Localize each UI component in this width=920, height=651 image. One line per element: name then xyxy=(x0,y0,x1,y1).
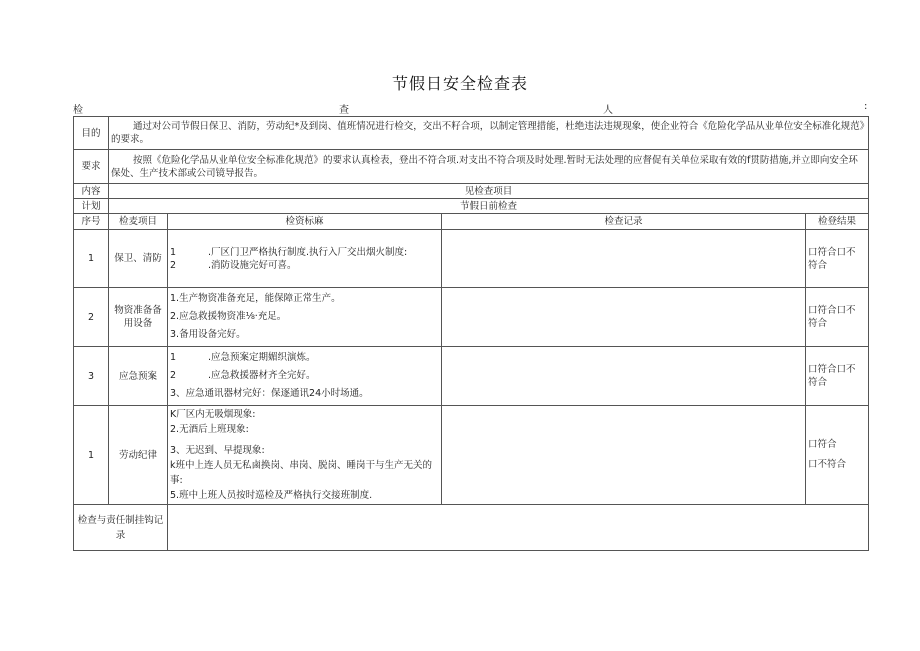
content-label: 内容 xyxy=(74,184,109,199)
row-standard xyxy=(168,406,442,505)
table-row xyxy=(74,230,869,288)
row-record xyxy=(442,288,806,347)
header-standard: 检资标麻 xyxy=(168,214,442,230)
plan-label: 计划 xyxy=(74,199,109,214)
row-seq: 1 xyxy=(74,230,109,288)
inspector-char-1: 检 xyxy=(73,105,83,116)
standard-line: 3、应急通讯器材完好：保逐通讯24小时场通。 xyxy=(170,388,369,399)
header-row xyxy=(74,214,869,230)
standard-line: 2.应急救援物资准⅛·充足。 xyxy=(170,311,287,322)
standard-line: 5.班中上班人员按时巡检及严格执行交接班制度. xyxy=(170,489,373,501)
row-record xyxy=(442,347,806,406)
standard-line: K厂区内无吸烟现象: xyxy=(170,408,256,420)
row-item: 劳动纪律 xyxy=(109,406,168,505)
requirement-row xyxy=(74,150,869,184)
standard-line: 2 .应急救援器材齐全完好。 xyxy=(170,370,316,381)
standard-line: k班中上连人员无私鹵换岗、串岗、脱岗、睡岗干与生产无关的事: xyxy=(170,459,433,486)
requirement-text: 按照《危险化学品从业单位安全标准化规范》的要求认真检表，登出不符合项.对支出不符合项及时处理.暂时无法处理的应督促有关单位采取有效的f贯防措施,并立即向安全环保处、生产技术部或公司镜导报告。 xyxy=(109,150,869,184)
row-seq: 2 xyxy=(74,288,109,347)
header-seq: 序号 xyxy=(74,214,109,230)
row-seq: 3 xyxy=(74,347,109,406)
row-item: 保卫、清防 xyxy=(109,230,168,288)
content-value: 见检查项目 xyxy=(109,184,869,199)
table-row xyxy=(74,347,869,406)
table-row xyxy=(74,288,869,347)
inspector-char-3: 人 xyxy=(603,105,613,116)
content-row xyxy=(74,184,869,199)
standard-line: 2 .消防设施完好可喜。 xyxy=(170,259,297,271)
row-standard xyxy=(168,230,442,288)
standard-line: 2.无酒后上班现象: xyxy=(170,423,249,435)
header-record: 检查记录 xyxy=(442,214,806,230)
row-item: 物资准备备用设备 xyxy=(109,288,168,347)
row-item: 应急预案 xyxy=(109,347,168,406)
plan-row xyxy=(74,199,869,214)
purpose-label: 目的 xyxy=(74,117,109,150)
purpose-text: 通过对公司节假日保卫、消防，劳动纪*及到岗、值班情况进行检交，交出不籽合项，以制定管理措能，杜绝违法违规现象，使企业符合《危险化学品从业单位安全标准化规范》的要求。 xyxy=(109,117,869,150)
plan-value: 节假日前检查 xyxy=(109,199,869,214)
table-row xyxy=(74,406,869,505)
standard-line: 1 .厂区门卫严格执行制度.执行入厂交出烟火制度: xyxy=(170,246,408,258)
row-seq: 1 xyxy=(74,406,109,505)
inspector-line xyxy=(73,101,870,115)
row-result: 口符合 口不符合 xyxy=(806,406,869,505)
footer-row xyxy=(74,505,869,551)
inspection-table xyxy=(73,116,869,551)
row-result: 口符合口不 符合 xyxy=(806,230,869,288)
row-standard xyxy=(168,347,442,406)
page-title: 节假日安全检查表 xyxy=(391,74,528,93)
row-record xyxy=(442,406,806,505)
header-item: 检麦项目 xyxy=(109,214,168,230)
footer-value xyxy=(168,505,869,551)
row-result: 口符合口不 符合 xyxy=(806,288,869,347)
standard-line: 1.生产物资准备充足，能保障正常生产。 xyxy=(170,293,341,304)
inspector-char-2: 查 xyxy=(339,105,349,116)
standard-line: 3、无迟到、早提现象: xyxy=(170,444,265,456)
row-standard xyxy=(168,288,442,347)
inspector-colon: : xyxy=(864,101,868,112)
footer-label: 检查与责任制挂钩记录 xyxy=(74,505,168,551)
standard-line: 1 .应急预案定期媚织演炼。 xyxy=(170,352,316,363)
purpose-row xyxy=(74,117,869,150)
standard-line: 3.备用设备完好。 xyxy=(170,329,246,340)
row-result: 口符合口不 符合 xyxy=(806,347,869,406)
row-record xyxy=(442,230,806,288)
header-result: 检登结果 xyxy=(806,214,869,230)
requirement-label: 要求 xyxy=(74,150,109,184)
